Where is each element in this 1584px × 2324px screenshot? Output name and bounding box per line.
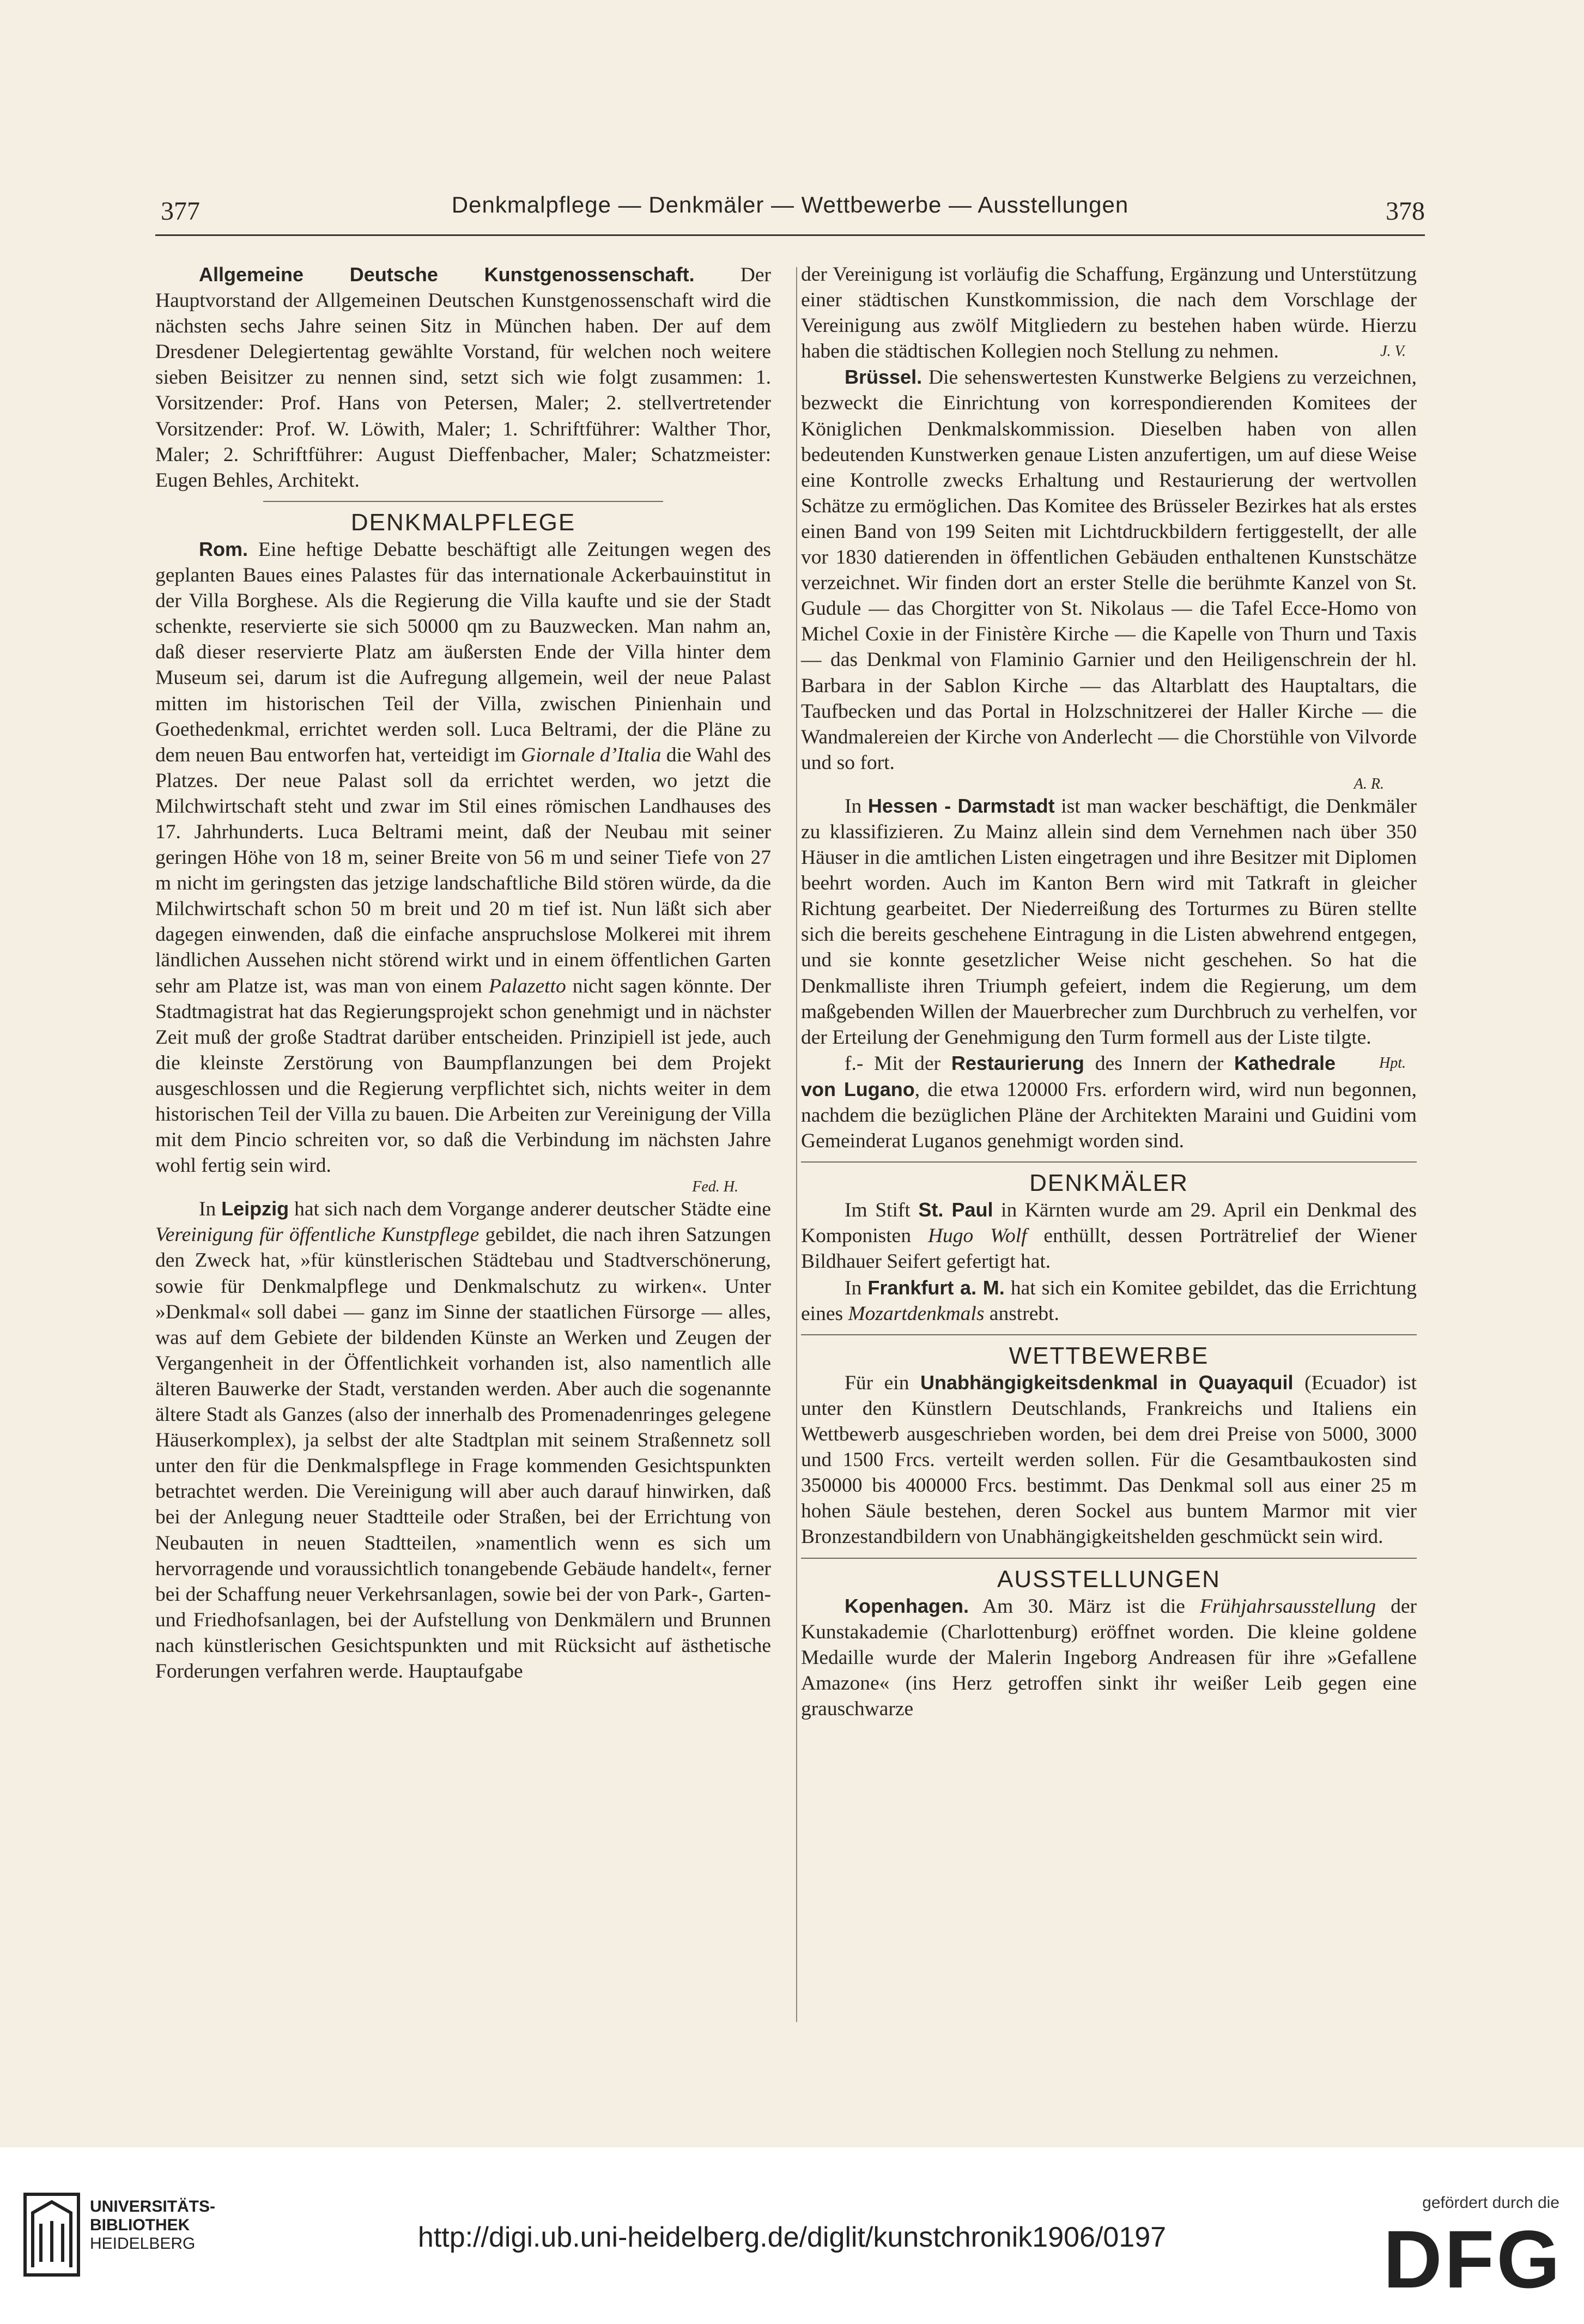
article-text: In bbox=[199, 1198, 222, 1221]
italic-term: Vereinigung für öffentliche Kunstpflege bbox=[155, 1224, 480, 1246]
italic-term: Mozartdenkmals bbox=[848, 1302, 985, 1325]
running-title: Denkmalpflege — Denkmäler — Wettbewerbe — Ausstellungen bbox=[451, 192, 1129, 217]
article-lead: St. Paul bbox=[918, 1199, 993, 1221]
section-title-ausstellungen: AUSSTELLUNGEN bbox=[997, 1565, 1221, 1593]
section-title-denkmalpflege: DENKMALPFLEGE bbox=[350, 509, 576, 536]
article-text: der Vereinigung ist vorläufig die Schaffung, Ergänzung und Unterstützung einer städtischen Kunstkommission, die nach dem Vorschlage der Vereinigung aus zwölf Mitgliedern zu bestehen haben würde. Hierzu haben die städtischen Kollegien noch Stellung zu nehmen. bbox=[801, 263, 1417, 363]
article-text: , die etwa 120000 Frs. erfordern wird, wird nun begonnen, nachdem die bezüglichen Pläne der Architekten Maraini und Guidini vom Gemeinderat Luganos genehmigt worden sind. bbox=[801, 1078, 1417, 1153]
article-frankfurt bbox=[801, 1275, 1417, 1327]
article-text: Eine heftige Debatte beschäftigt alle Zeitungen wegen des geplanten Baues eines Palastes für das internationale Ackerbauinstitut in der Villa Borghese. Als die Regierung die Villa kaufte und sie der Stadt schenkte, reservierte sie sich 50000 qm zu Bauzwecken. Man nahm an, daß dieser reservierte Platz am äußersten Ende der Villa hinter dem Museum sei, darum ist die Aufregung allgemein, weil der neue Palast mitten im historischen Teil der Villa, zwischen Pinienhain und Goethedenkmal, errichtet werden soll. Luca Beltrami, der die Pläne zu dem neuen Bau entworfen hat, verteidigt im bbox=[155, 538, 771, 766]
article-text: anstrebt. bbox=[984, 1302, 1059, 1325]
signature-leipzig: J. V. bbox=[1380, 343, 1406, 360]
article-text: Die sehenswertesten Kunstwerke Belgiens zu verzeichnen, bezweckt die Einrichtung von korrespondierenden Komitees der Königlichen Denkmalskommission. Dieselben haben von allen bedeutenden Kunstwerken genaue Listen anzufertigen, um auf diese Weise eine Kontrolle zwecks Erhaltung und Restaurierung der wertvollen Schätze zu ermöglichen. Das Komitee des Brüsseler Bezirkes hat als erstes einen Band von 199 Seiten mit Lichtdruckbildern fertiggestellt, der alle vor 1830 datierenden in öffentlichen Gebäuden enthaltenen Kunstschätze verzeichnet. Wir finden dort an erster Stelle die berühmte Kanzel von St. Gudule — das Chorgitter von St. Nikolaus — die Tafel Ecce-Homo von Michel Coxie in der Finistère Kirche — die Kapelle von Thurn und Taxis — das Denkmal von Flaminio Garnier und den Heiligenschrein der hl. Barbara in der Sablon Kirche — das Altarblatt des Hauptaltars, die Taufbecken und das Portal in Holzschnitzerei der Haller Kirche — die Wandmalereien der Kirche von Anderlecht — die Chorstühle von Vilvorde und so fort. bbox=[801, 366, 1417, 774]
italic-term: Frühjahrsausstellung bbox=[1200, 1595, 1376, 1618]
article-text: In bbox=[845, 1276, 868, 1299]
article-kunstgenossenschaft bbox=[155, 262, 771, 493]
page-number-left: 377 bbox=[161, 197, 200, 226]
article-st-paul bbox=[801, 1197, 1417, 1274]
article-text: Im Stift bbox=[845, 1199, 919, 1222]
article-lead: Brüssel. bbox=[845, 366, 923, 389]
article-lugano bbox=[801, 1050, 1417, 1154]
article-lead: Frankfurt a. M. bbox=[867, 1276, 1005, 1299]
article-text: hat sich nach dem Vorgange anderer deutscher Städte eine bbox=[289, 1198, 771, 1221]
section-title-wettbewerbe: WETTBEWERBE bbox=[1009, 1342, 1209, 1369]
section-rule bbox=[801, 1334, 1417, 1335]
article-text: Am 30. März ist die bbox=[969, 1595, 1200, 1618]
running-header bbox=[155, 185, 1425, 236]
section-rule bbox=[801, 1161, 1417, 1163]
article-text: nicht sagen könnte. Der Stadtmagistrat hat das Regierungsprojekt schon genehmigt und in nächster Zeit muß der große Stadtrat darüber entscheiden. Prinzipiell ist jede, auch die kleinste Zerstörung von Baumpflanzungen bei dem Projekt ausgeschlossen und die Regierung verpflichtet sich, nichts weiter in dem historischen Teil der Villa zu bauen. Die Arbeiten zur Vereinigung der Villa mit dem Pincio schreiten vor, so daß die Verbindung im nächsten Jahre wohl fertig sein wird. bbox=[155, 975, 771, 1177]
library-name-line: UNIVERSITÄTS- bbox=[90, 2198, 216, 2216]
left-column bbox=[155, 262, 771, 1684]
article-text: Für ein bbox=[845, 1371, 921, 1394]
article-lead: Restaurierung bbox=[951, 1051, 1084, 1074]
article-lead: Hessen - Darmstadt bbox=[867, 794, 1055, 817]
article-text: gebildet, die nach ihren Satzungen den Zweck hat, »für künstlerischen Städtebau und Stadtverschönerung, sowie für Denkmalpflege und Denkmalschutz zu wirken«. Unter »Denkmal« soll dabei — ganz im Sinne der staatlichen Fürsorge — alles, was auf dem Gebiete der bildenden Künste an Werken und Zeugen der Vergangenheit in der Öffentlichkeit vorhanden ist, also namentlich alle älteren Bauwerke der Stadt, verstanden werden. Aber auch die sogenannte ältere Stadt als Ganzes (also der innerhalb des Promenadenringes gelegene Häuserkomplex), ja selbst der alte Stadtplan mit seinem Straßennetz soll unter den für die Denkmalspflege in Frage kommenden Gesichtspunkten betrachtet werden. Die Vereinigung will aber auch darauf hinwirken, daß bei der Anlegung neuer Stadtteile oder Straßen, bei der Errichtung von Neubauten in neuen Stadtteilen, »namentlich wenn es sich um hervorragende und voraussichtlich tonangebende Gebäude handelt«, ferner bei der Schaffung neuer Verkehrsanlagen, sowie bei der von Park-, Garten- und Friedhofsanlagen, bei der Aufstellung von Denkmälern und Brunnen nach künstlerischen Gesichtspunkten und mit Rücksicht auf ästhetische Forderungen verfahren werde. Hauptaufgabe bbox=[155, 1224, 771, 1683]
article-text: die Wahl des Platzes. Der neue Palast soll da errichtet werden, wo jetzt die Milchwirtschaft steht und zwar im Stil eines römischen Landhauses des 17. Jahrhunderts. Luca Beltrami meint, daß der Neubau mit seiner geringen Höhe von 18 m, seiner Breite von 56 m und seiner Tiefe von 27 m nicht im geringsten das jetzige landschaftliche Bild stören würde, da die Milchwirtschaft schon 50 m breit und 20 m tief ist. Nun läßt sich aber dagegen einwenden, daß die einfache anspruchslose Molkerei mit ihrem ländlichen Aussehen nicht störend wirkt und in einem öffentlichen Garten sehr am Platze ist, was man von einem bbox=[155, 743, 772, 997]
library-name-line: HEIDELBERG bbox=[90, 2235, 196, 2253]
permalink-url[interactable]: http://digi.ub.uni-heidelberg.de/diglit/kunstchronik1906/0197 bbox=[417, 2222, 1167, 2253]
italic-title: Giornale d’Italia bbox=[521, 743, 661, 766]
section-rule bbox=[263, 501, 664, 502]
article-lead: Kopenhagen. bbox=[845, 1594, 969, 1617]
article-leipzig-continued bbox=[801, 262, 1417, 364]
article-kopenhagen bbox=[801, 1593, 1417, 1722]
digitization-footer bbox=[0, 2147, 1584, 2324]
article-bruessel bbox=[801, 364, 1417, 776]
article-text: enthüllt, dessen Porträtrelief der Wiener Bildhauer Seifert gefertigt hat. bbox=[801, 1225, 1417, 1273]
article-text: f.- Mit der bbox=[845, 1052, 951, 1075]
article-lead: Kathedrale von Lugano bbox=[801, 1051, 1336, 1100]
article-text: ist man wacker beschäftigt, die Denkmäler zu klassifizieren. Zu Mainz allein sind dem Vernehmen nach über 350 Häuser in die amtlichen Listen eingetragen und ihre Besitzer mit Diplomen beehrt worden. Auch im Kanton Bern wird mit Tatkraft in gleicher Richtung gearbeitet. Der Niederreißung des Torturmes zu Büren stellte sich die bereits geschehene Eintragung in die Listen abwehrend entgegen, und sie konnte gesetzlicher Weise nicht geschehen. So hat die Denkmalliste ihren Triumph gefeiert, indem die Regierung, um dem maßgebenden Willen der Mauerbrecher zum Durchbruch zu verhelfen, vor der Erteilung der Genehmigung den Turm formell aus der Liste tilgte. bbox=[801, 795, 1417, 1049]
italic-term: Hugo Wolf bbox=[927, 1225, 1027, 1248]
signature-hessen: Hpt. bbox=[1379, 1054, 1406, 1072]
article-lead: Unabhängigkeitsdenkmal in Quayaquil bbox=[920, 1371, 1294, 1394]
article-text: des Innern der bbox=[1084, 1052, 1234, 1075]
signature-bruessel: A. R. bbox=[1354, 775, 1384, 792]
dfg-logo: DFG bbox=[1383, 2213, 1562, 2305]
page-number-right: 378 bbox=[1386, 197, 1425, 226]
library-name-line: BIBLIOTHEK bbox=[90, 2216, 190, 2234]
section-rule bbox=[801, 1558, 1417, 1559]
article-quayaquil bbox=[801, 1370, 1417, 1550]
article-text: In bbox=[845, 795, 868, 818]
article-text: Der Hauptvorstand der Allgemeinen Deutschen Kunstgenossenschaft wird die nächsten sechs Jahre seinen Sitz in München haben. Der auf dem Dresdener Delegiertentag gewählte Vorstand, für welchen noch weitere sieben Beisitzer zu nennen sind, setzt sich wie folgt zusammen: 1. Vorsitzender: Prof. Hans von Petersen, Maler; 2. stellvertretender Vorsitzender: Prof. W. Löwith, Maler; 1. Schriftführer: Walther Thor, Maler; 2. Schriftführer: August Dieffenbacher, Maler; Schatzmeister: Eugen Behles, Architekt. bbox=[155, 264, 771, 492]
sponsor-caption: gefördert durch die bbox=[1422, 2194, 1559, 2212]
right-column bbox=[801, 262, 1417, 1722]
article-lead: Rom. bbox=[199, 537, 248, 560]
article-text: (Ecuador) ist unter den Künstlern Deutschlands, Frankreichs und Italiens ein Wettbewerb ausgeschrieben worden, bei dem drei Preise von 5000, 3000 und 1500 Frcs. verteilt werden sollen. Für die Gesamtbaukosten sind 350000 bis 400000 Frcs. bestimmt. Das Denkmal soll aus einer 25 m hohen Säule bestehen, deren Sockel aus buntem Marmor mit vier Bronzestandbildern von Unabhängigkeitshelden geschmückt sein wird. bbox=[801, 1371, 1417, 1548]
section-title-denkmaeler: DENKMÄLER bbox=[1029, 1170, 1188, 1197]
article-lead: Allgemeine Deutsche Kunstgenossenschaft. bbox=[199, 263, 695, 286]
signature-rom: Fed. H. bbox=[692, 1178, 738, 1196]
column-divider bbox=[796, 267, 797, 2022]
article-rom bbox=[155, 536, 771, 1178]
article-text: hat sich ein Komitee gebildet, das die Errichtung eines bbox=[801, 1276, 1417, 1325]
article-lead: Leipzig bbox=[221, 1197, 289, 1220]
article-text: in Kärnten wurde am 29. April ein Denkmal des Komponisten bbox=[801, 1199, 1417, 1248]
article-text: der Kunstakademie (Charlottenburg) eröffnet worden. Die kleine goldene Medaille wurde der Malerin Ingeborg Andreasen für ihre »Gefallene Amazone« (ins Herz getroffen sinkt ihr weißer Leib gegen eine grauschwarze bbox=[801, 1595, 1417, 1720]
italic-term: Palazetto bbox=[489, 975, 566, 997]
article-leipzig bbox=[155, 1196, 771, 1684]
